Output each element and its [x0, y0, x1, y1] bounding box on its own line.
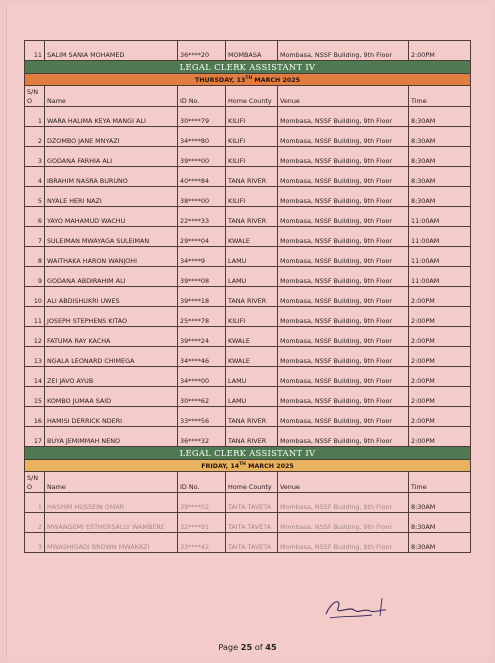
- id-number: 40****84: [178, 167, 226, 187]
- header-id-number: ID No.: [178, 472, 226, 493]
- serial-number: 11: [25, 41, 45, 61]
- table-row: [25, 307, 471, 327]
- table-header-row: [25, 472, 471, 493]
- home-county: KILIFI: [226, 127, 278, 147]
- home-county: TAITA TAVETA: [226, 533, 278, 553]
- header-home-county: Home County: [226, 472, 278, 493]
- home-county: TANA RIVER: [226, 167, 278, 187]
- home-county: KILIFI: [226, 307, 278, 327]
- table-row: [25, 147, 471, 167]
- candidate-name: YAYO MAHAMUD WACHU: [45, 207, 178, 227]
- venue: Mombasa, NSSF Building, 9th Floor: [278, 107, 409, 127]
- table-row: [25, 493, 471, 513]
- serial-number: 5: [25, 187, 45, 207]
- interview-time: 8:30AM: [409, 513, 471, 533]
- id-number: 22****33: [178, 207, 226, 227]
- id-number: 39****00: [178, 147, 226, 167]
- serial-number: 2: [25, 513, 45, 533]
- schedule-table: [24, 40, 471, 553]
- date-row: [25, 74, 471, 86]
- page-footer: Page 25 of 45: [218, 642, 277, 652]
- home-county: TANA RIVER: [226, 207, 278, 227]
- venue: Mombasa, NSSF Building, 9th Floor: [278, 247, 409, 267]
- interview-time: 2:00PM: [409, 387, 471, 407]
- section-title-row: [25, 447, 471, 460]
- section-title: LEGAL CLERK ASSISTANT IV: [25, 447, 471, 460]
- table-row: [25, 267, 471, 287]
- interview-time: 8:30AM: [409, 107, 471, 127]
- serial-number: 3: [25, 147, 45, 167]
- table-row: [25, 347, 471, 367]
- section-title: LEGAL CLERK ASSISTANT IV: [25, 61, 471, 74]
- home-county: KWALE: [226, 227, 278, 247]
- page-total: 45: [265, 642, 277, 652]
- table-row: [25, 227, 471, 247]
- home-county: MOMBASA: [226, 41, 278, 61]
- id-number: 25****78: [178, 307, 226, 327]
- home-county: LAMU: [226, 267, 278, 287]
- interview-time: 2:00PM: [409, 347, 471, 367]
- serial-number: 14: [25, 367, 45, 387]
- id-number: 34****46: [178, 347, 226, 367]
- venue: Mombasa, NSSF Building, 9th Floor: [278, 367, 409, 387]
- serial-number: 2: [25, 127, 45, 147]
- date-row: [25, 460, 471, 472]
- interview-time: 8:30AM: [409, 147, 471, 167]
- table-row: [25, 247, 471, 267]
- table-row: [25, 513, 471, 533]
- candidate-name: NGALA LEONARD CHIMEGA: [45, 347, 178, 367]
- venue: Mombasa, NSSF Building, 9th Floor: [278, 41, 409, 61]
- candidate-name: WARA HALIMA KEYA MANGI ALI: [45, 107, 178, 127]
- table-row: [25, 167, 471, 187]
- home-county: KILIFI: [226, 147, 278, 167]
- serial-number: 15: [25, 387, 45, 407]
- venue: Mombasa, NSSF Building, 9th Floor: [278, 307, 409, 327]
- interview-time: 2:00PM: [409, 327, 471, 347]
- venue: Mombasa, NSSF Building, 9th Floor: [278, 347, 409, 367]
- venue: Mombasa, NSSF Building, 9th Floor: [278, 387, 409, 407]
- id-number: 39****02: [178, 493, 226, 513]
- interview-time: 11:00AM: [409, 247, 471, 267]
- home-county: LAMU: [226, 247, 278, 267]
- interview-time: 2:00PM: [409, 41, 471, 61]
- interview-time: 2:00PM: [409, 287, 471, 307]
- serial-number: 17: [25, 427, 45, 447]
- venue: Mombasa, NSSF Building, 9th Floor: [278, 167, 409, 187]
- serial-number: 1: [25, 107, 45, 127]
- id-number: 39****24: [178, 327, 226, 347]
- interview-time: 2:00PM: [409, 367, 471, 387]
- header-interview-time: Time: [409, 86, 471, 107]
- header-interview-time: Time: [409, 472, 471, 493]
- id-number: 33****42: [178, 533, 226, 553]
- interview-time: 11:00AM: [409, 267, 471, 287]
- id-number: 38****00: [178, 187, 226, 207]
- interview-time: 8:30AM: [409, 167, 471, 187]
- table-row: [25, 207, 471, 227]
- table-header-row: [25, 86, 471, 107]
- table-row: [25, 387, 471, 407]
- venue: Mombasa, NSSF Building, 9th Floor: [278, 267, 409, 287]
- id-number: 39****08: [178, 267, 226, 287]
- interview-time: 8:30AM: [409, 187, 471, 207]
- candidate-name: ZEI JAVO AYUB: [45, 367, 178, 387]
- candidate-name: IBRAHIM NASRA BURUNO: [45, 167, 178, 187]
- home-county: TANA RIVER: [226, 287, 278, 307]
- candidate-name: BUYA JEMIMMAH NENO: [45, 427, 178, 447]
- id-number: 36****32: [178, 427, 226, 447]
- serial-number: 9: [25, 267, 45, 287]
- venue: Mombasa, NSSF Building, 9th Floor: [278, 533, 409, 553]
- home-county: TANA RIVER: [226, 427, 278, 447]
- candidate-name: KOMBO JUMAA SAID: [45, 387, 178, 407]
- serial-number: 16: [25, 407, 45, 427]
- venue: Mombasa, NSSF Building, 9th Floor: [278, 407, 409, 427]
- candidate-name: JOSEPH STEPHENS KITAO: [45, 307, 178, 327]
- venue: Mombasa, NSSF Building, 9th Floor: [278, 127, 409, 147]
- candidate-name: MWASHIGADI BROWN MWAKAZI: [45, 533, 178, 553]
- candidate-name: DZOMBO JANE MNYAZI: [45, 127, 178, 147]
- id-number: 33****56: [178, 407, 226, 427]
- home-county: TAITA TAVETA: [226, 513, 278, 533]
- serial-number: 12: [25, 327, 45, 347]
- serial-number: 11: [25, 307, 45, 327]
- id-number: 34****9: [178, 247, 226, 267]
- candidate-name: SULEIMAN MWAYAGA SULEIMAN: [45, 227, 178, 247]
- serial-number: 4: [25, 167, 45, 187]
- page-number: 25: [240, 642, 253, 652]
- home-county: TANA RIVER: [226, 407, 278, 427]
- serial-number: 7: [25, 227, 45, 247]
- table-row: [25, 127, 471, 147]
- serial-number: 6: [25, 207, 45, 227]
- home-county: LAMU: [226, 387, 278, 407]
- candidate-name: FATUMA RAY KACHA: [45, 327, 178, 347]
- table-row: [25, 533, 471, 553]
- table-row: [25, 41, 471, 61]
- table-row: [25, 327, 471, 347]
- table-row: [25, 427, 471, 447]
- id-number: 30****62: [178, 387, 226, 407]
- interview-time: 8:30AM: [409, 493, 471, 513]
- interview-time: 8:30AM: [409, 127, 471, 147]
- candidate-name: ALI ABDISHUKRI UWES: [45, 287, 178, 307]
- venue: Mombasa, NSSF Building, 9th Floor: [278, 493, 409, 513]
- home-county: TAITA TAVETA: [226, 493, 278, 513]
- id-number: 34****00: [178, 367, 226, 387]
- candidate-name: GODANA FARHIA ALI: [45, 147, 178, 167]
- header-serial-number: S/N O: [25, 86, 45, 107]
- id-number: 36****20: [178, 41, 226, 61]
- id-number: 39****18: [178, 287, 226, 307]
- header-candidate-name: Name: [45, 472, 178, 493]
- table-row: [25, 287, 471, 307]
- table-row: [25, 367, 471, 387]
- home-county: KILIFI: [226, 107, 278, 127]
- venue: Mombasa, NSSF Building, 9th Floor: [278, 207, 409, 227]
- interview-time: 2:00PM: [409, 407, 471, 427]
- candidate-name: HASHIM HUSSEIN OMAR: [45, 493, 178, 513]
- table-row: [25, 107, 471, 127]
- candidate-name: HAMISI DERRICK NDERI: [45, 407, 178, 427]
- candidate-name: GODANA ABDIRAHIM ALI: [45, 267, 178, 287]
- candidate-name: MWANGEMI ESTHERSALLY WAMBERE: [45, 513, 178, 533]
- id-number: 30****79: [178, 107, 226, 127]
- header-id-number: ID No.: [178, 86, 226, 107]
- home-county: KILIFI: [226, 187, 278, 207]
- id-number: 29****04: [178, 227, 226, 247]
- interview-date: THURSDAY, 13TH MARCH 2025: [25, 74, 471, 86]
- table-row: [25, 407, 471, 427]
- section-title-row: [25, 61, 471, 74]
- interview-time: 11:00AM: [409, 227, 471, 247]
- candidate-name: SALIM SANIA MOHAMED: [45, 41, 178, 61]
- interview-time: 11:00AM: [409, 207, 471, 227]
- candidate-name: WAITHAKA HARON WANJOHI: [45, 247, 178, 267]
- signature-mark: [320, 594, 390, 622]
- interview-date: FRIDAY, 14TH MARCH 2025: [25, 460, 471, 472]
- serial-number: 1: [25, 493, 45, 513]
- table-row: [25, 187, 471, 207]
- serial-number: 3: [25, 533, 45, 553]
- home-county: LAMU: [226, 367, 278, 387]
- venue: Mombasa, NSSF Building, 9th Floor: [278, 187, 409, 207]
- home-county: KWALE: [226, 327, 278, 347]
- venue: Mombasa, NSSF Building, 9th Floor: [278, 287, 409, 307]
- interview-time: 2:00PM: [409, 307, 471, 327]
- header-venue: Venue: [278, 86, 409, 107]
- id-number: 32****91: [178, 513, 226, 533]
- serial-number: 10: [25, 287, 45, 307]
- id-number: 34****80: [178, 127, 226, 147]
- venue: Mombasa, NSSF Building, 9th Floor: [278, 147, 409, 167]
- interview-time: 8:30AM: [409, 533, 471, 553]
- header-home-county: Home County: [226, 86, 278, 107]
- interview-time: 2:00PM: [409, 427, 471, 447]
- candidate-name: NYALE HERI NAZI: [45, 187, 178, 207]
- header-candidate-name: Name: [45, 86, 178, 107]
- venue: Mombasa, NSSF Building, 9th Floor: [278, 227, 409, 247]
- venue: Mombasa, NSSF Building, 9th Floor: [278, 327, 409, 347]
- serial-number: 13: [25, 347, 45, 367]
- serial-number: 8: [25, 247, 45, 267]
- header-serial-number: S/N O: [25, 472, 45, 493]
- venue: Mombasa, NSSF Building, 9th Floor: [278, 513, 409, 533]
- header-venue: Venue: [278, 472, 409, 493]
- venue: Mombasa, NSSF Building, 9th Floor: [278, 427, 409, 447]
- home-county: KWALE: [226, 347, 278, 367]
